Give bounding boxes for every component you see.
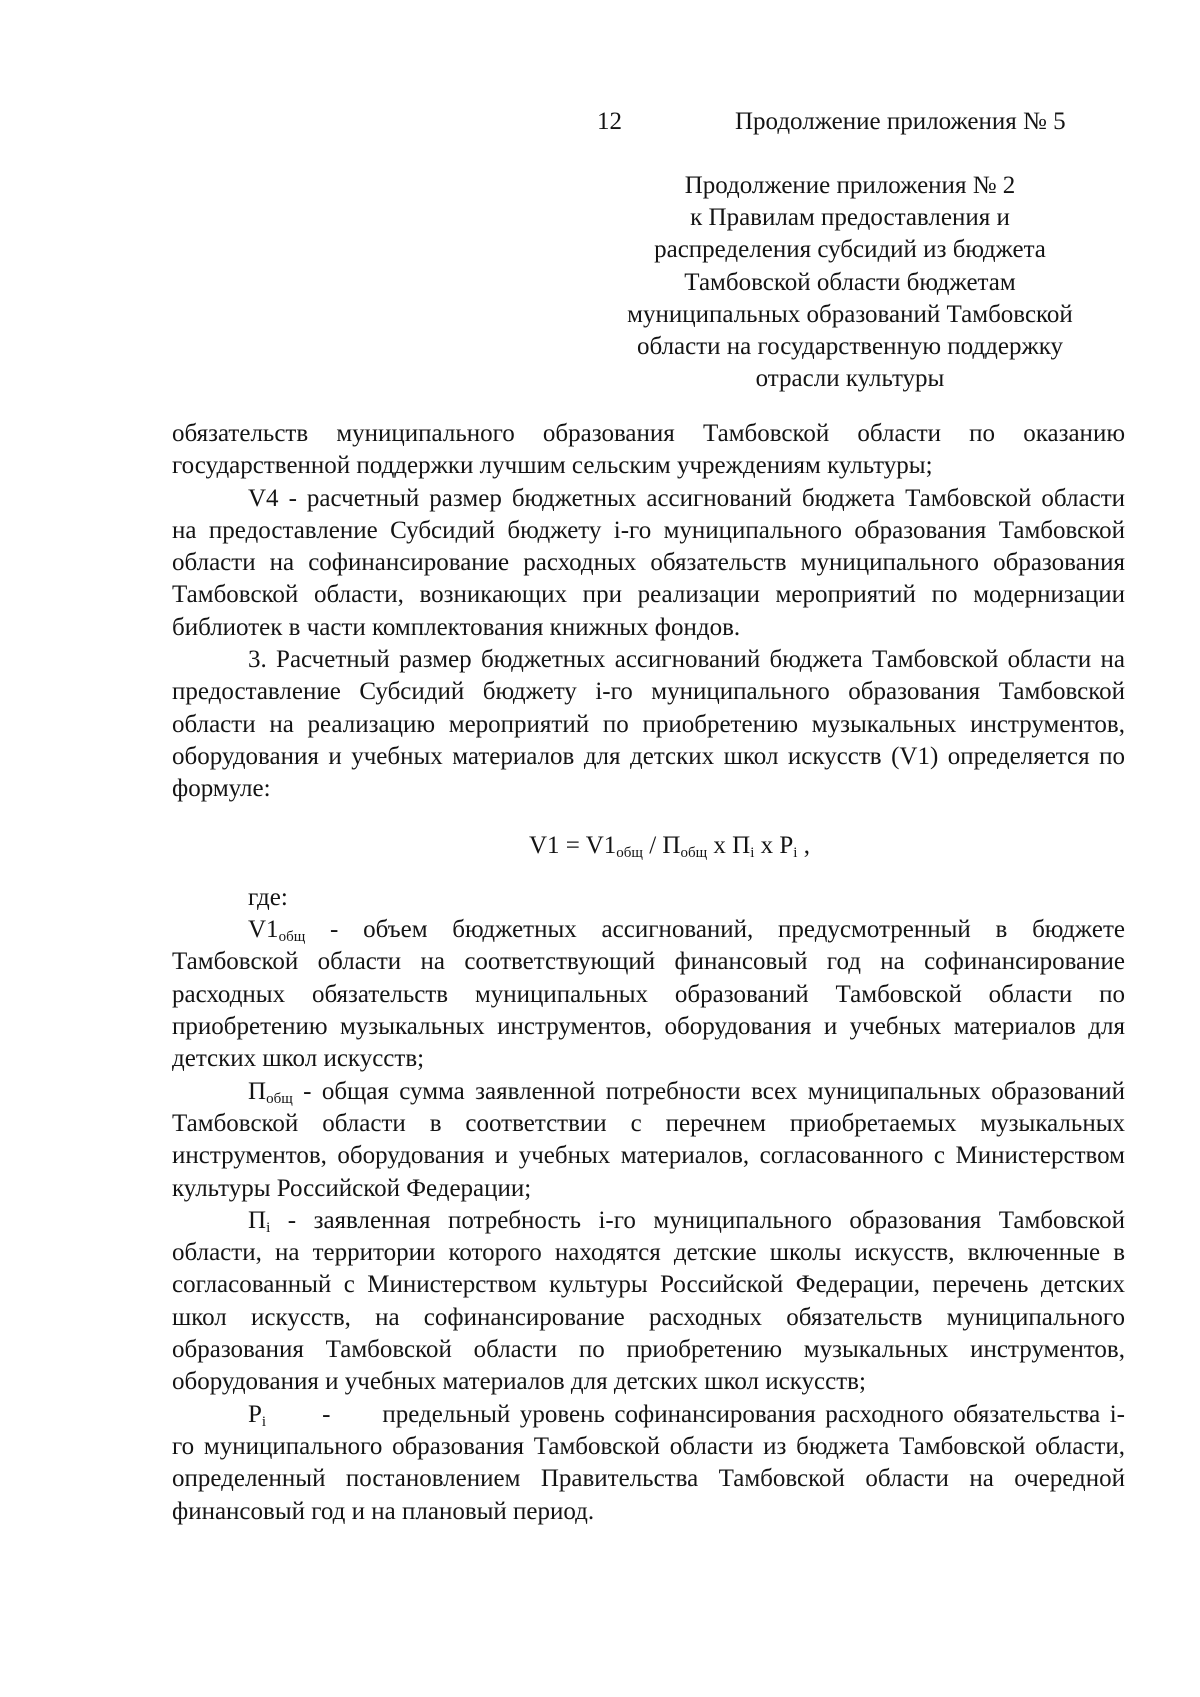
- where-label: где:: [248, 883, 288, 911]
- paragraph-section-3: 3. Расчетный размер бюджетных ассигнований бюджета Тамбовской области на предоставление Субсидий бюджету i-го муниципального образования Тамбовской области на реализацию мероприятий по приобретению музыкальных инструментов, оборудования и учебных материалов для детских школ искусств (V1) определяется по формуле:: [172, 646, 1125, 803]
- formula-subscript: общ: [616, 844, 643, 861]
- definition-dash: -: [322, 1400, 331, 1428]
- definition-symbol: П: [248, 1077, 267, 1105]
- definition-p-total: [172, 1076, 1125, 1205]
- header-line: отрасли культуры: [755, 365, 945, 393]
- formula-end: ,: [797, 831, 810, 859]
- definition-text: - общая сумма заявленной потребности всех муниципальных образований Тамбовской области в соответствии с перечнем приобретаемых музыкальных инструментов, оборудования и учебных материалов, согласованного с Министерством культуры Российской Федерации;: [172, 1077, 1125, 1202]
- definition-p-i: [172, 1205, 1125, 1399]
- header-line: Тамбовской области бюджетам: [684, 268, 1016, 296]
- definition-subscript: общ: [266, 1090, 293, 1107]
- definition-subscript: i: [266, 1219, 271, 1236]
- definition-subscript: общ: [278, 929, 306, 946]
- formula-subscript: i: [793, 844, 798, 861]
- formula-division: / П: [642, 831, 681, 859]
- appendix-continuation: Продолжение приложения № 5: [735, 108, 1066, 135]
- appendix-header-block: [600, 170, 1100, 395]
- document-body: [172, 418, 1125, 1528]
- definition-symbol: P: [248, 1400, 262, 1428]
- header-line: муниципальных образований Тамбовской: [627, 300, 1073, 328]
- page-number: 12: [597, 108, 622, 135]
- definition-subscript: i: [261, 1413, 267, 1430]
- definition-text: предельный уровень софинансирования расходного обязательства i-го муниципального образования Тамбовской области из бюджета Тамбовской области, определенный постановлением Правительства Тамбовской области на очередной финансовый год и на плановый период.: [172, 1400, 1125, 1525]
- formula-multiply: x P: [754, 831, 794, 859]
- definition-r-i: [172, 1399, 1125, 1528]
- header-line: распределения субсидий из бюджета: [654, 236, 1046, 264]
- header-line: Продолжение приложения № 2: [684, 172, 1016, 199]
- definition-symbol: V1: [248, 916, 279, 944]
- definition-symbol: П: [248, 1206, 267, 1234]
- formula-subscript: i: [750, 844, 755, 861]
- paragraph-continuation: обязательств муниципального образования Тамбовской области по оказанию государственной поддержки лучшим сельским учреждениям культуры;: [172, 420, 1125, 480]
- paragraph-v4-definition: V4 - расчетный размер бюджетных ассигнований бюджета Тамбовской области на предоставление Субсидий бюджету i-го муниципального образования Тамбовской области на софинансирование расходных обязательств муниципального образования Тамбовской области, возникающих при реализации мероприятий по модернизации библиотек в части комплектования книжных фондов.: [172, 484, 1125, 641]
- formula-multiply: x П: [707, 831, 751, 859]
- formula: [172, 830, 1125, 862]
- definition-text: - заявленная потребность i-го муниципального образования Тамбовской области, на территории которого находятся детские школы искусств, включенные в согласованный с Министерством культуры Российской Федерации, перечень детских школ искусств, на софинансирование расходных обязательств муниципального образования Тамбовской области по приобретению музыкальных инструментов, оборудования и учебных материалов для детских школ искусств;: [172, 1206, 1125, 1396]
- header-line: области на государственную поддержку: [636, 333, 1064, 361]
- definition-text: - объем бюджетных ассигнований, предусмотренный в бюджете Тамбовской области на соответствующий финансовый год на софинансирование расходных обязательств муниципальных образований Тамбовской области по приобретению музыкальных инструментов, оборудования и учебных материалов для детских школ искусств;: [172, 916, 1125, 1073]
- header-line: к Правилам предоставления и: [690, 204, 1010, 232]
- definition-v1-total: [172, 914, 1125, 1075]
- formula-lhs: V1 = V1: [529, 831, 617, 859]
- formula-subscript: общ: [680, 844, 708, 861]
